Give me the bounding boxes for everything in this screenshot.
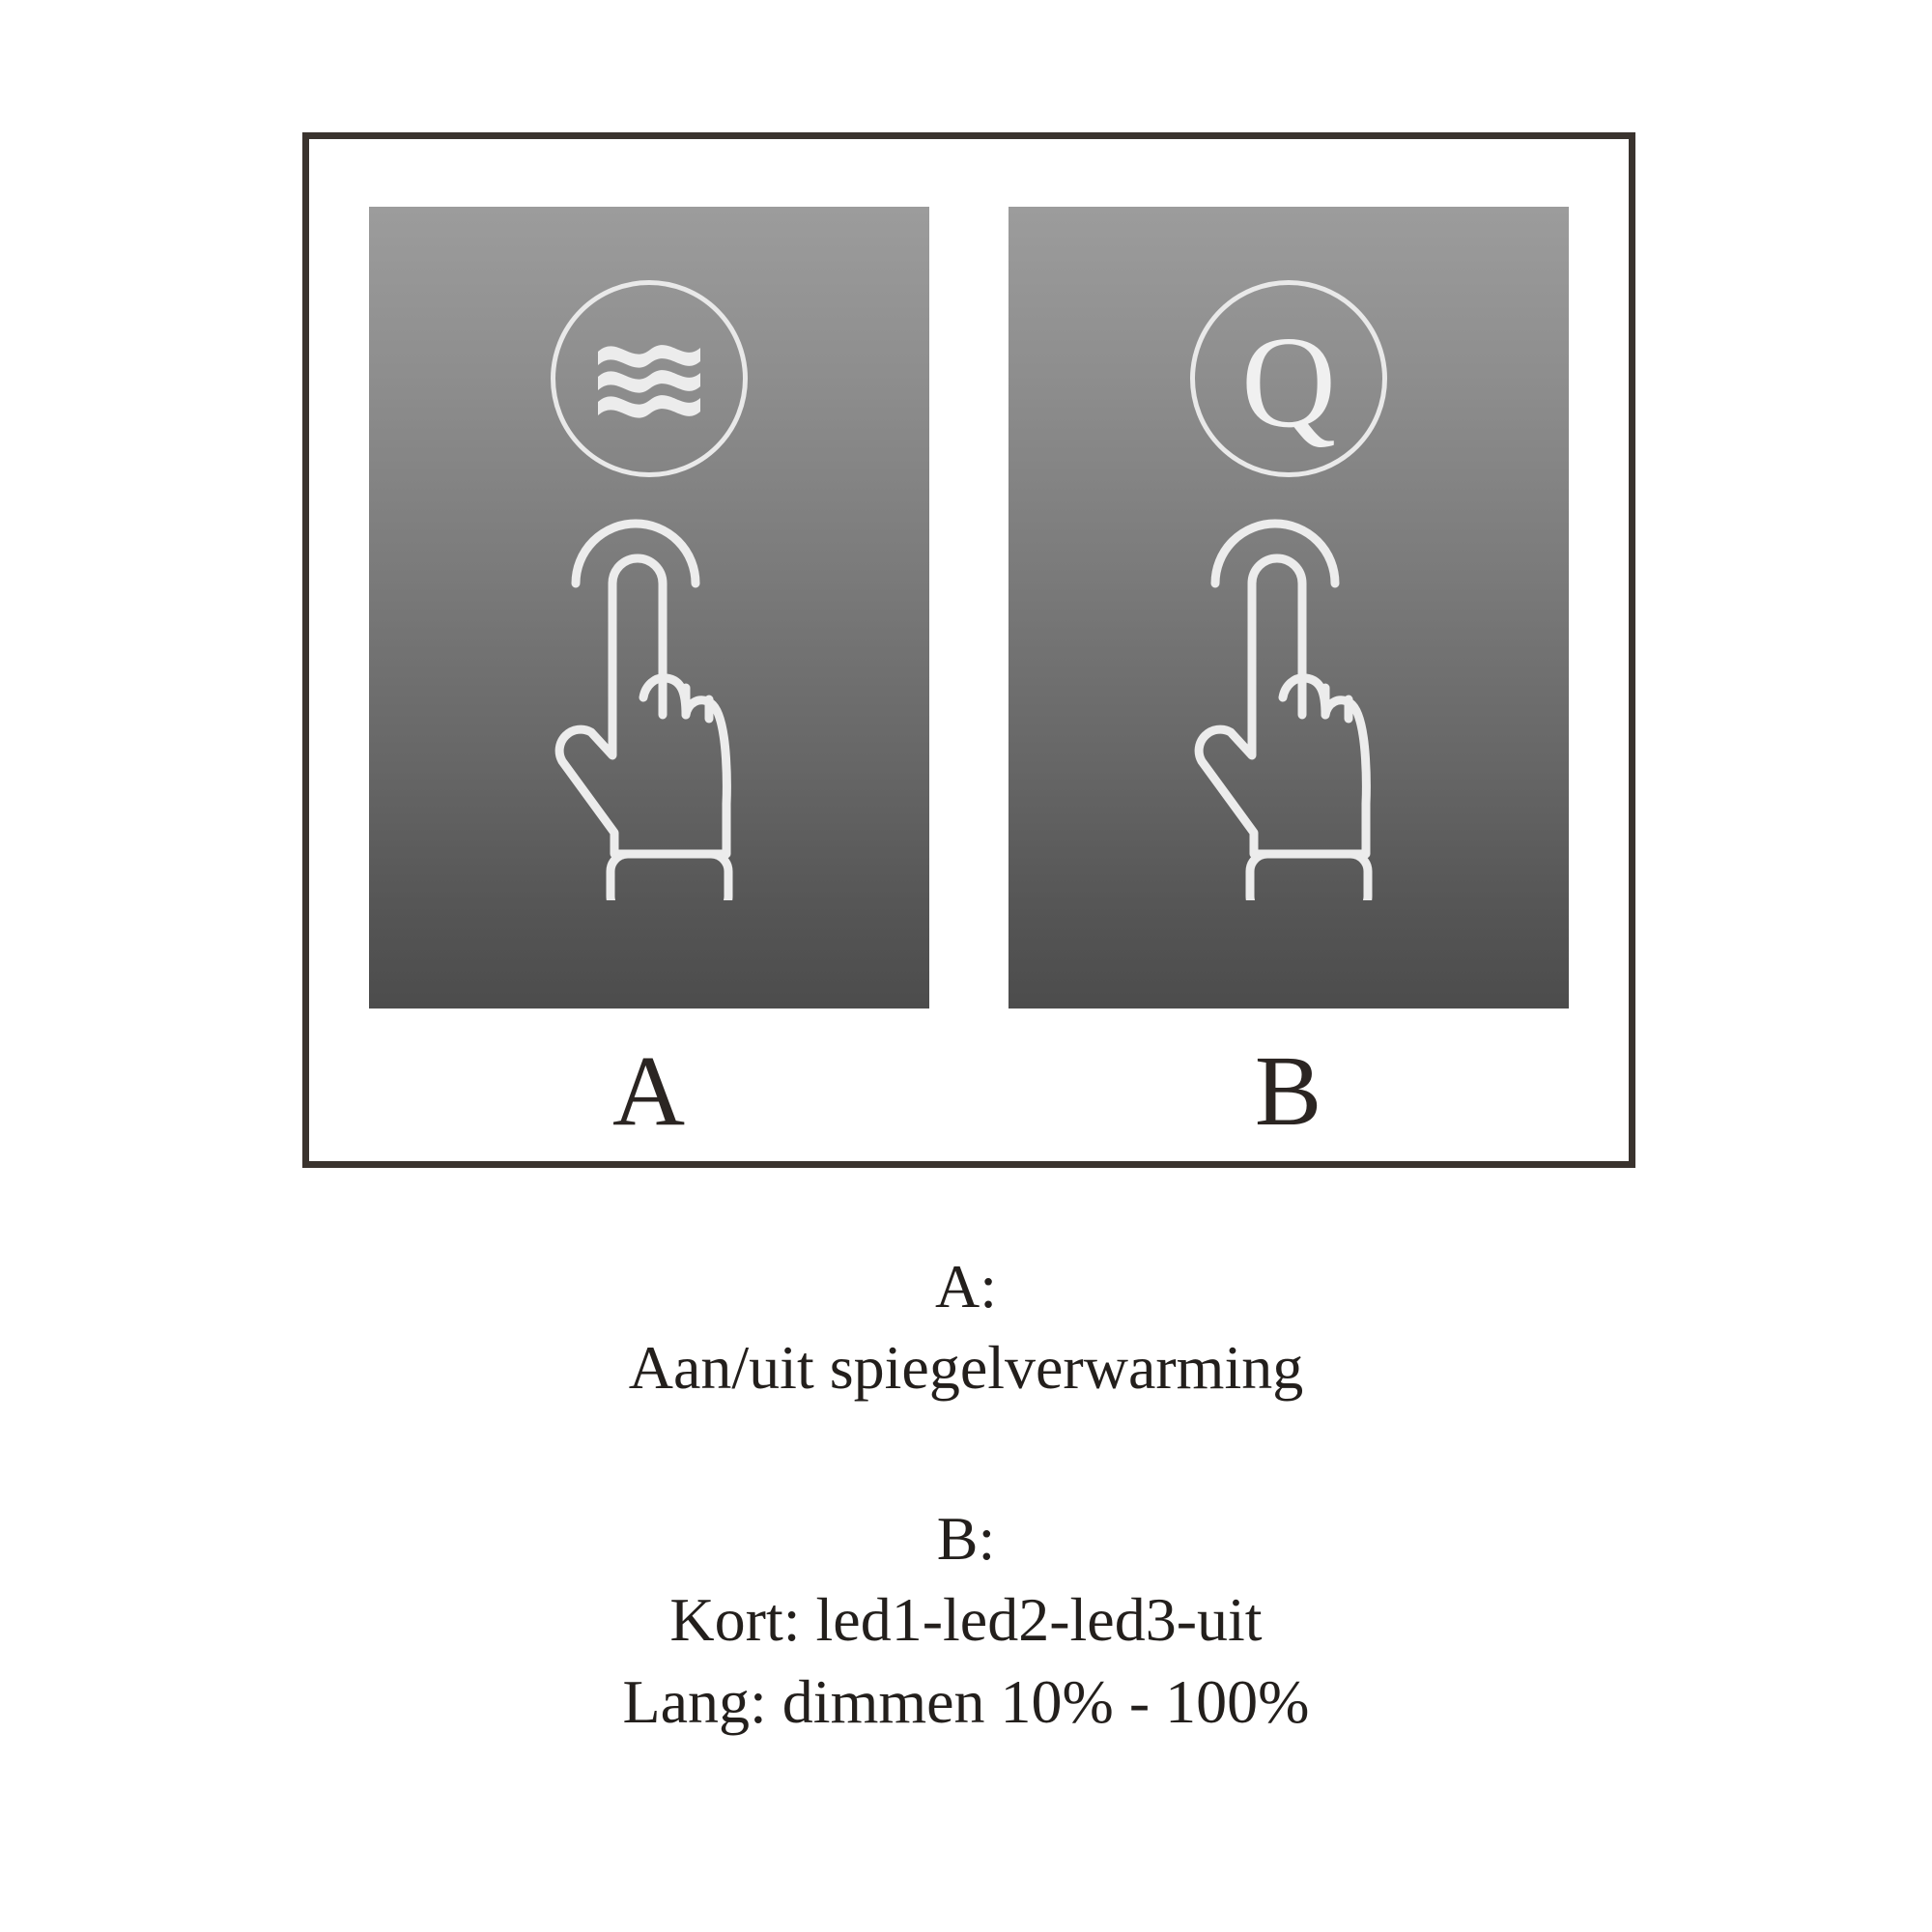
caption-b-line2: Lang: dimmen 10% - 100% [622,1666,1310,1736]
caption-b [0,1498,1932,1743]
panel-b [1009,207,1569,1147]
letter-q-glyph: Q [1240,310,1337,455]
panel-a [369,207,929,1147]
touch-panel-b[interactable] [1009,207,1569,1009]
touch-panel-a[interactable] [369,207,929,1009]
caption-b-title: B: [936,1503,996,1573]
diagram-frame [302,132,1635,1168]
caption-a [0,1246,1932,1409]
caption-spacer [0,1409,1932,1498]
tap-hand-icon [1177,514,1401,900]
caption-a-text: Aan/uit spiegelverwarming [628,1333,1304,1403]
letter-q-icon [1190,280,1387,477]
caption-area [0,1246,1932,1743]
panel-label-a: A [611,1036,687,1147]
heat-waves-icon [551,280,748,477]
caption-a-title: A: [935,1252,997,1321]
caption-b-line1: Kort: led1-led2-led3-uit [669,1585,1263,1655]
panel-label-b: B [1254,1036,1323,1147]
panel-group [309,139,1629,1161]
tap-hand-icon [537,514,761,900]
